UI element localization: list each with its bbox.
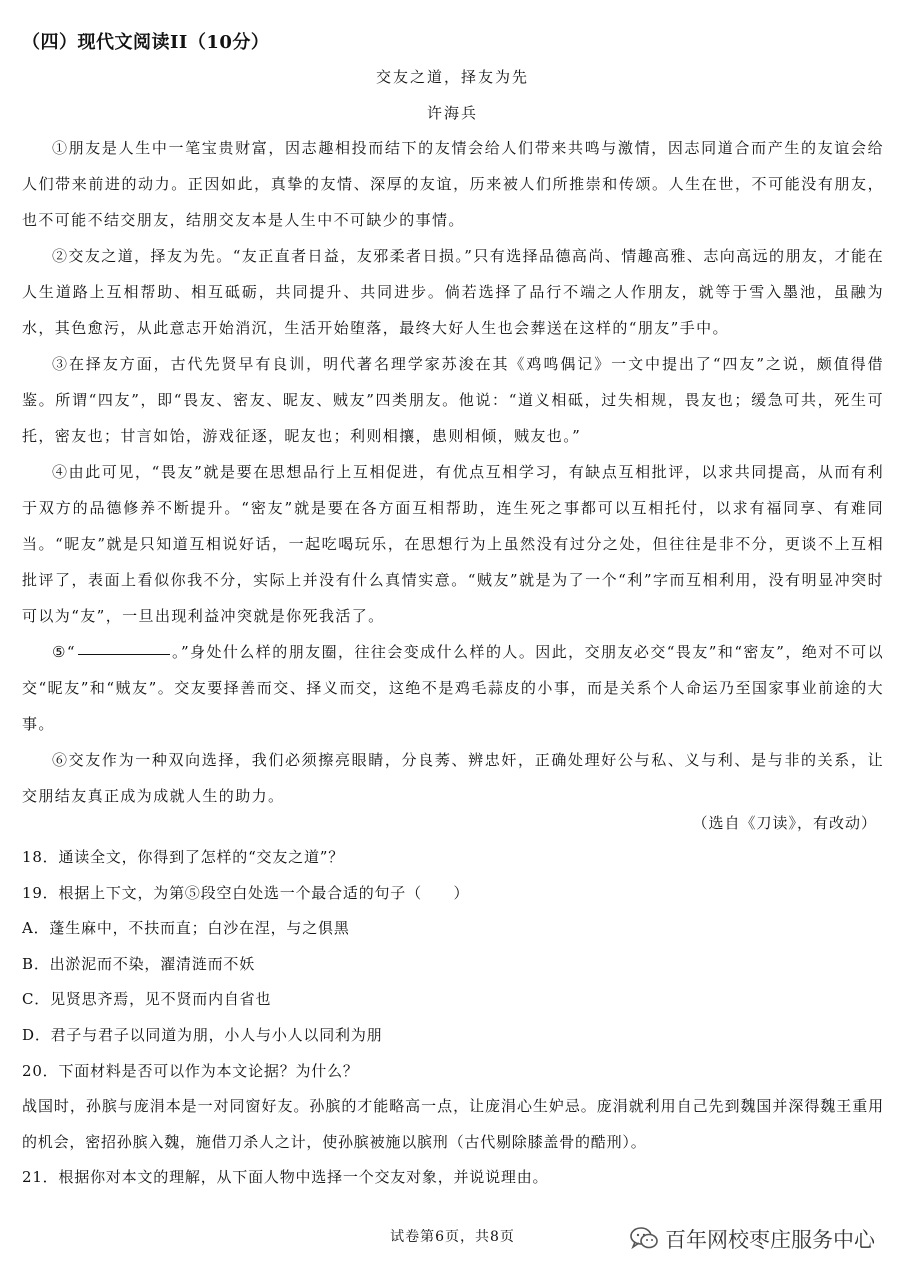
watermark-text: 百年网校枣庄服务中心 (665, 1228, 875, 1252)
article-author: 许海兵 (426, 104, 478, 122)
option-d: D．君子与君子以同道为朋，小人与小人以同利为朋 (22, 1025, 383, 1044)
fill-in-blank (78, 653, 170, 655)
paragraph-2: ②交友之道，择友为先。“友正直者日益，友邪柔者日损。”只有选择品德高尚、情趣高雅、志向高远的朋友，才能在人生道路上互相帮助、相互砥砺，共同提升、共同进步。倘若选择了品行不端之人作朋友，就等于雪入墨池，虽融为水，其色愈污，从此意志开始消沉，生活开始堕落，最终大好人生也会葬送在这样的“朋友”手中。 (22, 247, 884, 337)
paragraph-5-rest: 。”身处什么样的朋友圈，往往会变成什么样的人。因此，交朋友必交“畏友”和“密友”，绝对不可以交“昵友”和“贼友”。交友要择善而交、择义而交，这绝不是鸡毛蒜皮的小事，而是关系个人命运乃至国家事业前途的大事。 (22, 643, 885, 733)
article-source: （选自《刀读》，有改动） (692, 814, 877, 832)
question-19: 19．根据上下文，为第⑤段空白处选一个最合适的句子（ ） (22, 883, 470, 902)
paragraph-4: ④由此可见，“畏友”就是要在思想品行上互相促进，有优点互相学习，有缺点互相批评，以求共同提高，从而有利于双方的品德修养不断提升。“密友”就是要在各方面互相帮助，连生死之事都可以互相托付，以求有福同享、有难同当。“昵友”就是只知道互相说好话，一起吃喝玩乐，在思想行为上虽然没有过分之处，但往往是非不分，更谈不上互相批评了，表面上看似你我不分，实际上并没有什么真情实意。“贼友”就是为了一个“利”字而互相利用，没有明显冲突时可以为“友”，一旦出现利益冲突就是你死我活了。 (22, 463, 884, 625)
question-20: 20．下面材料是否可以作为本文论据？为什么？ (22, 1061, 359, 1080)
article-body (22, 130, 884, 814)
paragraph-6: ⑥交友作为一种双向选择，我们必须擦亮眼睛，分良莠、辨忠奸，正确处理好公与私、义与利、是与非的关系，让交朋结友真正成为成就人生的助力。 (22, 751, 884, 805)
question-18: 18．通读全文，你得到了怎样的“交友之道”？ (22, 848, 345, 866)
option-c: C．见贤思齐焉，见不贤而内自省也 (22, 990, 272, 1009)
paragraph-5-start: ⑤“ (52, 643, 76, 661)
option-b: B．出淤泥而不染，濯清涟而不妖 (22, 954, 256, 973)
question-21: 21．根据你对本文的理解，从下面人物中选择一个交友对象，并说说理由。 (22, 1168, 549, 1187)
page-number: 试卷第6页，共8页 (390, 1229, 515, 1245)
wechat-icon (629, 1226, 659, 1252)
option-a: A．蓬生麻中，不扶而直；白沙在涅，与之俱黑 (22, 919, 350, 938)
paragraph-5 (22, 634, 884, 742)
watermark (629, 1224, 875, 1254)
section-title: （四）现代文阅读II（10分） (22, 32, 270, 53)
question-20-material: 战国时，孙膑与庞涓本是一对同窗好友。孙膑的才能略高一点，让庞涓心生妒忌。庞涓就利用自己先到魏国并深得魏王重用的机会，密招孙膑入魏，施借刀杀人之计，使孙膑被施以膑刑（古代剔除膝盖骨的酷刑）。 (22, 1097, 884, 1151)
questions-section (22, 840, 884, 1196)
paragraph-3: ③在择友方面，古代先贤早有良训，明代著名理学家苏浚在其《鸡鸣偶记》一文中提出了“四友”之说，颇值得借鉴。所谓“四友”，即“畏友、密友、昵友、贼友”四类朋友。他说：“道义相砥，过失相规，畏友也；缓急可共，死生可托，密友也；甘言如饴，游戏征逐，昵友也；利则相攘，患则相倾，贼友也。” (22, 355, 884, 445)
paragraph-1: ①朋友是人生中一笔宝贵财富，因志趣相投而结下的友情会给人们带来共鸣与激情，因志同道合而产生的友谊会给人们带来前进的动力。正因如此，真挚的友情、深厚的友谊，历来被人们所推崇和传颂。人生在世，不可能没有朋友，也不可能不结交朋友，结朋交友本是人生中不可缺少的事情。 (22, 139, 884, 229)
article-title: 交友之道，择友为先 (375, 68, 529, 86)
